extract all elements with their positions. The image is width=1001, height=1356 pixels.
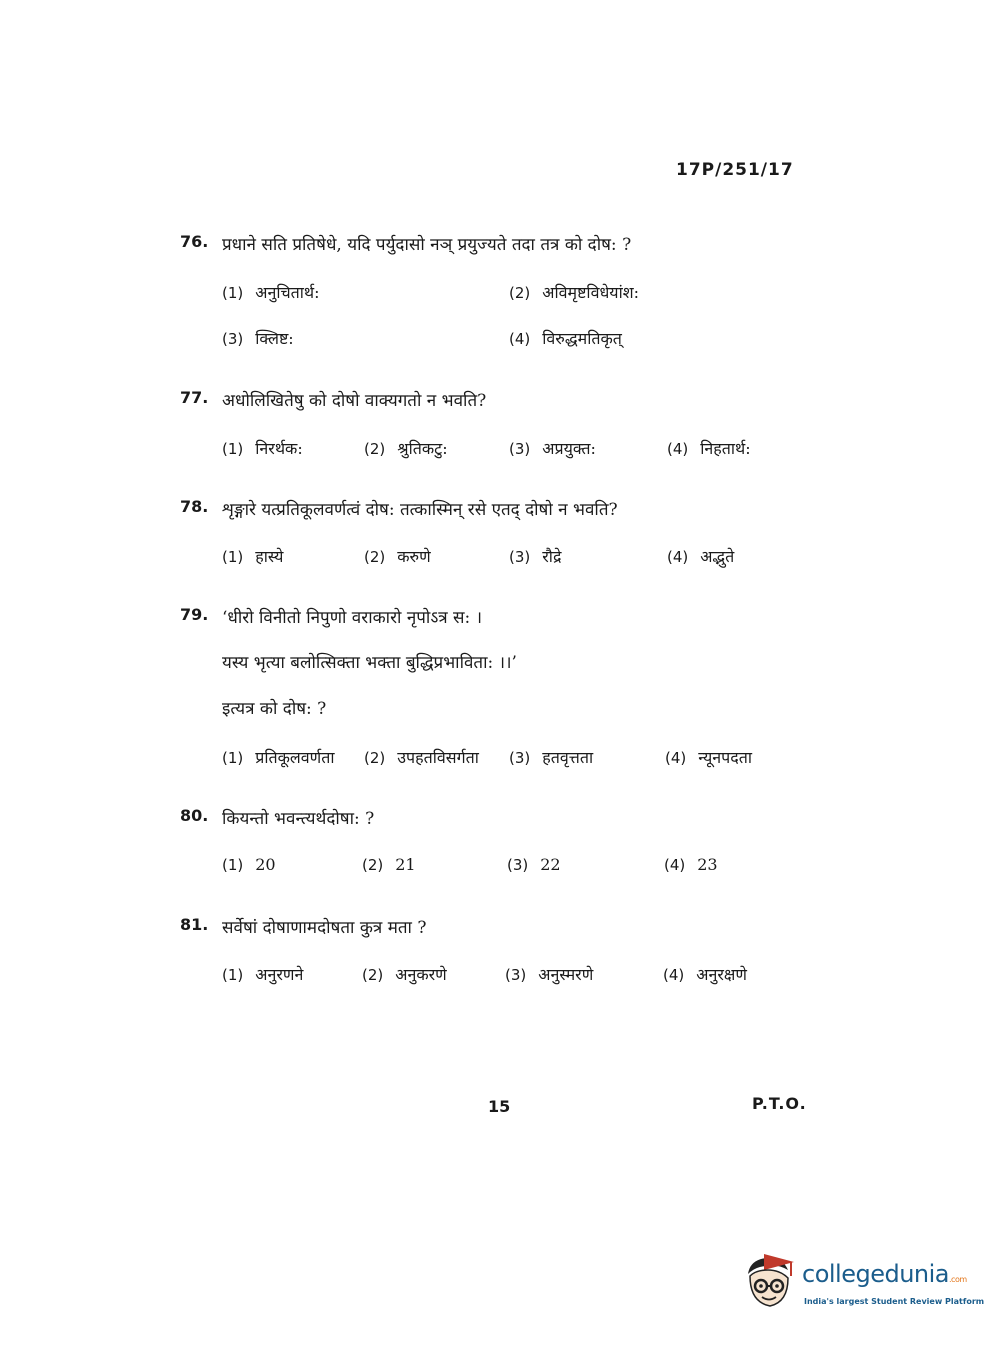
collegedunia-logo xyxy=(742,1252,985,1322)
question-number: 78. xyxy=(180,497,209,516)
pto-label: P.T.O. xyxy=(752,1094,807,1113)
question-number: 80. xyxy=(180,806,209,825)
option: (2) 21 xyxy=(362,855,416,874)
option: (3) रौद्रे xyxy=(509,547,562,566)
question-number: 77. xyxy=(180,388,209,407)
option: (4) न्यूनपदता xyxy=(665,748,752,767)
option: (2) अविमृष्टविधेयांश: xyxy=(509,283,640,302)
option: (3) अप्रयुक्त: xyxy=(509,439,596,458)
option: (1) हास्ये xyxy=(222,547,284,566)
mascot-icon xyxy=(742,1252,800,1314)
option: (1) प्रतिकूलवर्णता xyxy=(222,748,335,767)
question-text: शृङ्गारे यत्प्रतिकूलवर्णत्वं दोष: तत्कास्मिन् रसे एतद् दोषो न भवति? xyxy=(222,500,618,520)
paper-code: 17P/251/17 xyxy=(676,160,794,180)
option: (2) श्रुतिकटु: xyxy=(364,439,448,458)
question-text: प्रधाने सति प्रतिषेधे, यदि पर्युदासो नञ् प्रयुज्यते तदा तत्र को दोष: ? xyxy=(222,235,632,255)
question-text: कियन्तो भवन्त्यर्थदोषा: ? xyxy=(222,809,375,829)
question-number: 81. xyxy=(180,915,209,934)
question-number: 79. xyxy=(180,605,209,624)
option: (3) क्लिष्ट: xyxy=(222,329,294,348)
logo-name: collegedunia.com xyxy=(802,1260,967,1288)
question-text: ‘धीरो विनीतो निपुणो वराकारो नृपोऽत्र स: । xyxy=(222,608,483,628)
option: (3) हतवृत्तता xyxy=(509,748,594,767)
option: (3) 22 xyxy=(507,855,561,874)
option: (1) अनुरणने xyxy=(222,965,304,984)
logo-tagline: India's largest Student Review Platform xyxy=(804,1297,985,1306)
option: (4) विरुद्धमतिकृत् xyxy=(509,329,622,348)
option: (4) 23 xyxy=(664,855,718,874)
question-text: सर्वेषां दोषाणामदोषता कुत्र मता ? xyxy=(222,918,427,938)
option: (2) उपहतविसर्गता xyxy=(364,748,479,767)
verse-line: यस्य भृत्या बलोत्सिक्ता भक्ता बुद्धिप्रभाविता: ।।’ xyxy=(222,653,517,673)
question-text: अधोलिखितेषु को दोषो वाक्यगतो न भवति? xyxy=(222,391,487,411)
option: (2) अनुकरणे xyxy=(362,965,447,984)
option: (1) अनुचितार्थ: xyxy=(222,283,320,302)
option: (1) निरर्थक: xyxy=(222,439,303,458)
question-prompt: इत्यत्र को दोष: ? xyxy=(222,699,327,719)
option: (1) 20 xyxy=(222,855,276,874)
option: (4) निहतार्थ: xyxy=(667,439,751,458)
option: (3) अनुस्मरणे xyxy=(505,965,594,984)
page-number: 15 xyxy=(488,1097,511,1116)
question-number: 76. xyxy=(180,232,209,251)
option: (4) अनुरक्षणे xyxy=(663,965,747,984)
option: (2) करुणे xyxy=(364,547,431,566)
option: (4) अद्भुते xyxy=(667,547,735,566)
